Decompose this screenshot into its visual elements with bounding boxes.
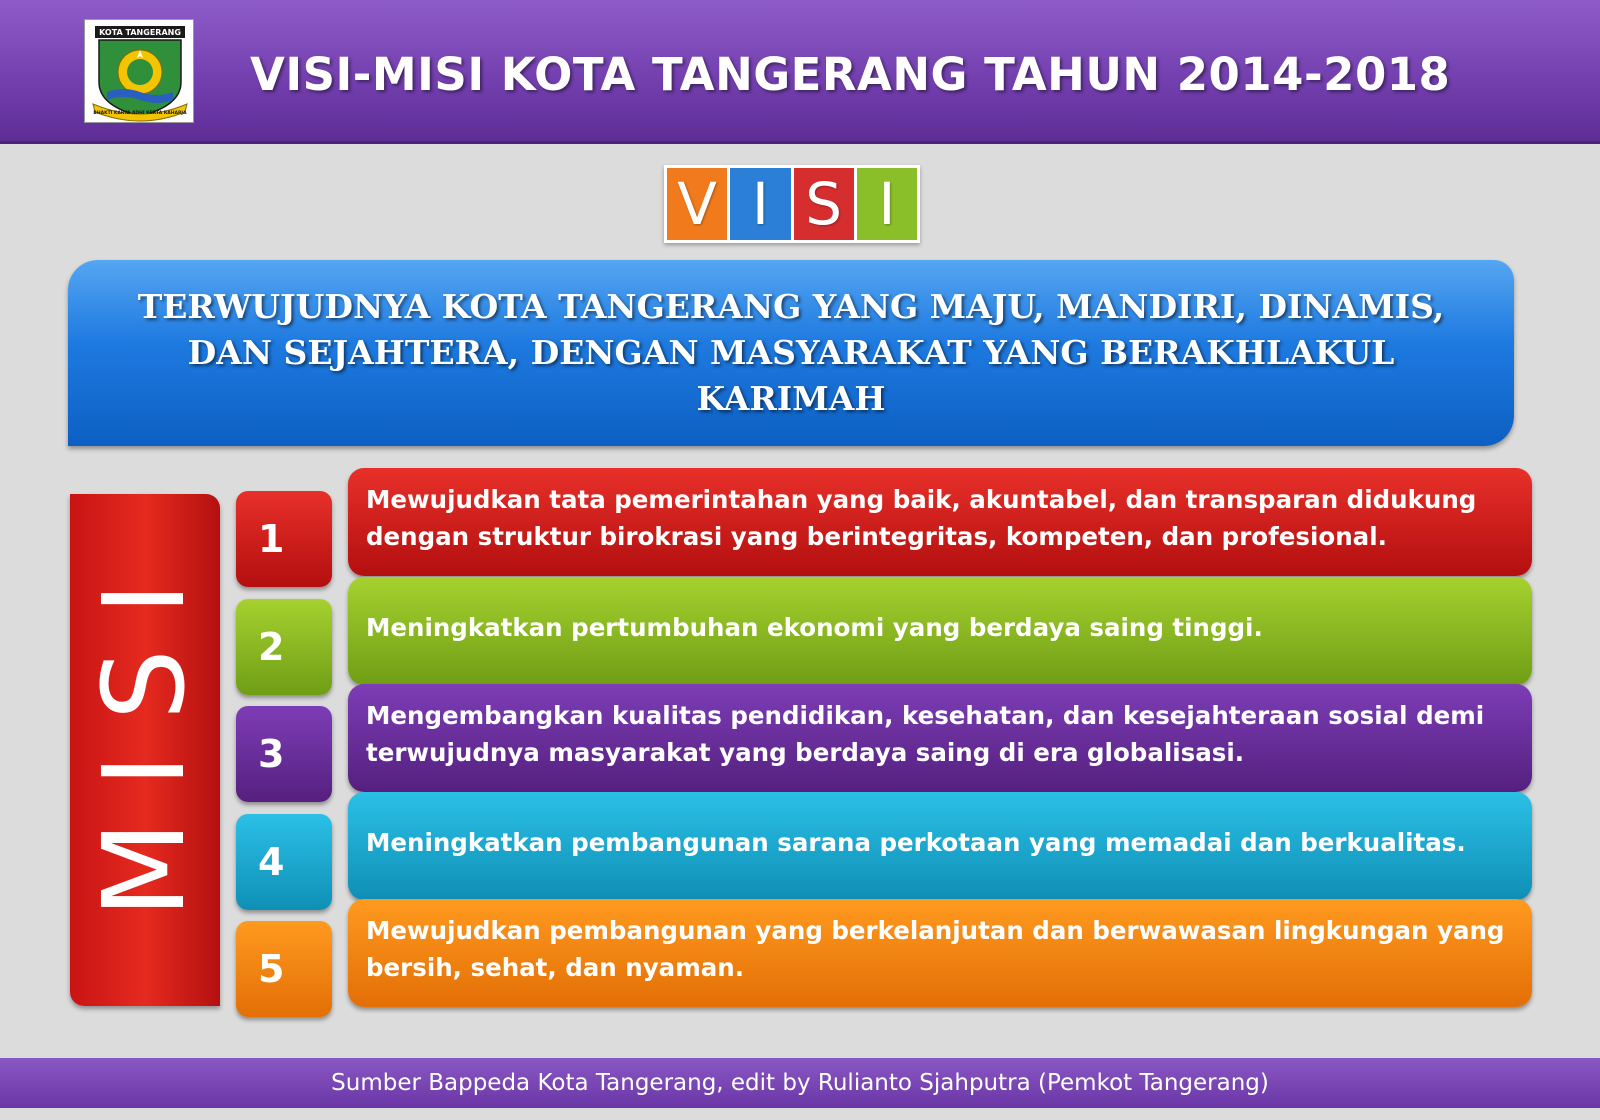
misi-item-2 — [348, 577, 1532, 685]
emblem-top-text: KOTA TANGERANG — [99, 28, 181, 37]
header-bar — [0, 0, 1600, 144]
visi-statement: TERWUJUDNYA KOTA TANGERANG YANG MAJU, MANDIRI, DINAMIS, DAN SEJAHTERA, DENGAN MASYARAKAT YANG BERAKHLAKUL KARIMAH — [137, 287, 1445, 418]
footer-credit: Sumber Bappeda Kota Tangerang, edit by Rulianto Sjahputra (Pemkot Tangerang) — [331, 1070, 1269, 1096]
misi-number-5: 5 — [236, 921, 332, 1017]
misi-side-label — [70, 494, 220, 1006]
misi-item-text: Meningkatkan pertumbuhan ekonomi yang berdaya saing tinggi. — [366, 612, 1263, 642]
visi-letter-block: I — [730, 168, 790, 240]
visi-letter-block: I — [857, 168, 917, 240]
misi-item-1 — [348, 468, 1532, 576]
misi-label-text: MISI — [80, 548, 210, 918]
visi-letter-block: V — [667, 168, 727, 240]
visi-heading-blocks — [664, 165, 920, 243]
page-title: VISI-MISI KOTA TANGERANG TAHUN 2014-2018 — [250, 48, 1451, 101]
visi-letter-block: S — [794, 168, 854, 240]
misi-item-4 — [348, 792, 1532, 900]
visi-banner — [68, 260, 1514, 446]
misi-item-text: Mewujudkan pembangunan yang berkelanjutan dan berwawasan lingkungan yang bersih, sehat, dan nyaman. — [366, 916, 1505, 982]
misi-number-3: 3 — [236, 706, 332, 802]
misi-item-5 — [348, 899, 1532, 1007]
misi-number-4: 4 — [236, 814, 332, 910]
city-emblem-logo — [84, 19, 194, 123]
misi-item-text: Meningkatkan pembangunan sarana perkotaan yang memadai dan berkualitas. — [366, 827, 1466, 857]
misi-item-text: Mengembangkan kualitas pendidikan, kesehatan, dan kesejahteraan sosial demi terwujudnya masyarakat yang berdaya saing di era globalisasi. — [366, 701, 1485, 767]
footer-bar — [0, 1058, 1600, 1108]
misi-number-2: 2 — [236, 599, 332, 695]
city-emblem-icon — [85, 20, 195, 124]
emblem-ribbon-text: BHAKTI KARYA ADHI KERTA RAHARJA — [93, 111, 187, 116]
misi-item-text: Mewujudkan tata pemerintahan yang baik, akuntabel, dan transparan didukung dengan struktur birokrasi yang berintegritas, kompeten, dan profesional. — [366, 485, 1477, 551]
misi-number-1: 1 — [236, 491, 332, 587]
misi-item-3 — [348, 684, 1532, 792]
